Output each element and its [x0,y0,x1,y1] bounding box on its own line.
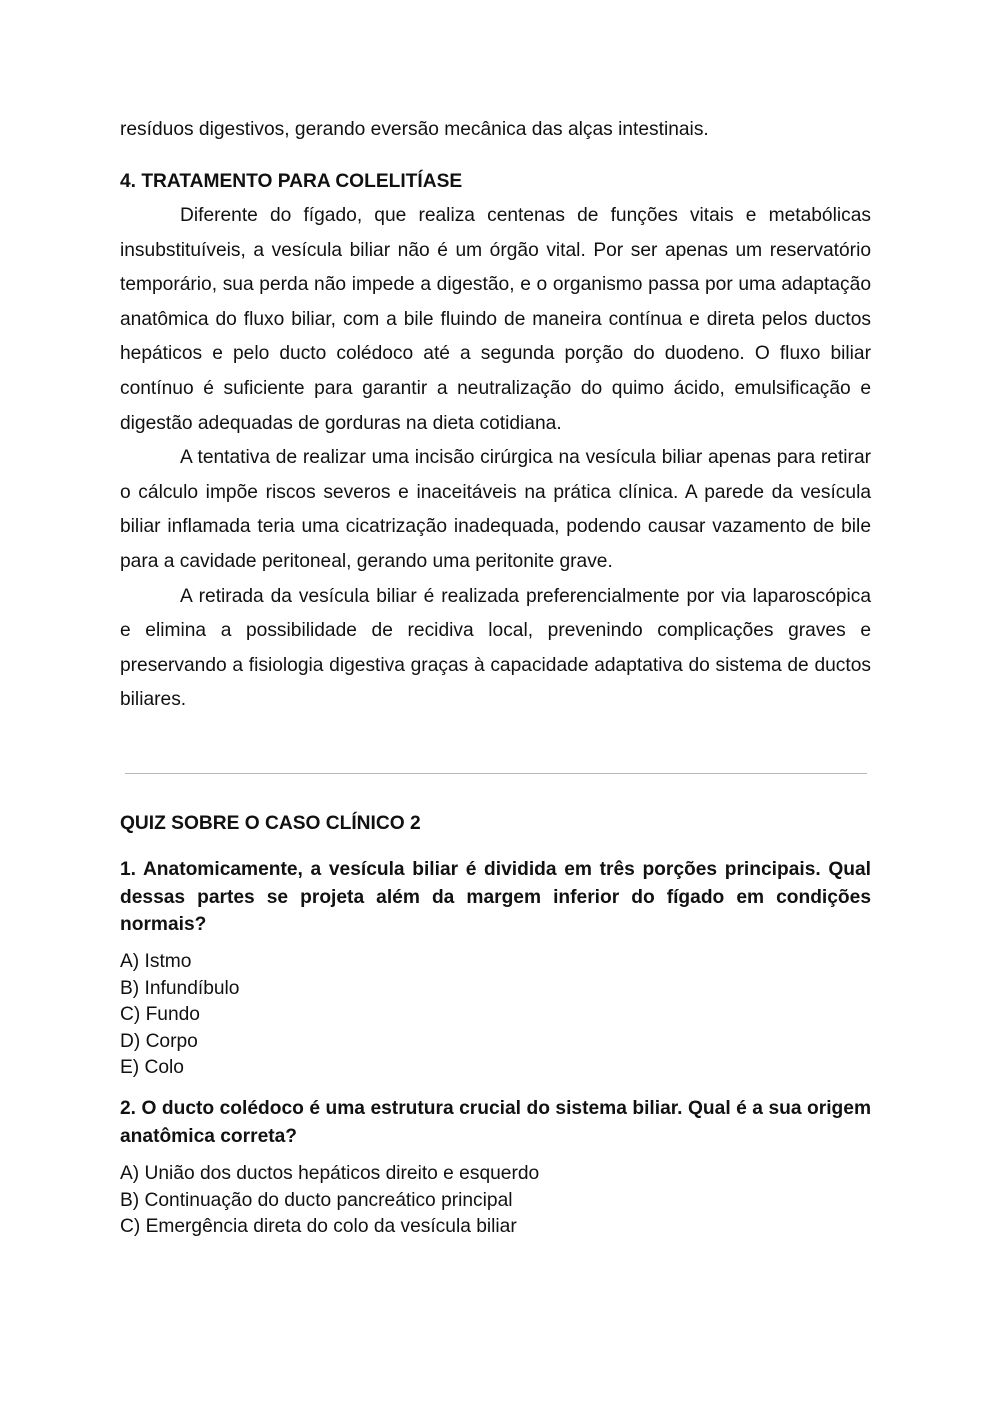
quiz-title: QUIZ SOBRE O CASO CLÍNICO 2 [120,813,421,834]
answer-options [120,1161,871,1241]
answer-option: B) Infundíbulo [120,977,240,999]
answer-option: E) Colo [120,1057,184,1079]
quiz-question: 1. Anatomicamente, a vesícula biliar é dividida em três porções principais. Qual dessas partes se projeta além da margem inferior do fígado em condições normais? [120,859,871,935]
answer-option: B) Continuação do ducto pancreático principal [120,1189,513,1211]
answer-option: D) Corpo [120,1030,198,1052]
paragraph: A tentativa de realizar uma incisão cirúrgica na vesícula biliar apenas para retirar o cálculo impõe riscos severos e inaceitáveis na prática clínica. A parede da vesícula biliar inflamada teria uma cicatrização inadequada, podendo causar vazamento de bile para a cavidade peritoneal, gerando uma peritonite grave. [120,447,871,572]
horizontal-divider [125,773,867,774]
quiz-question: 2. O ducto colédoco é uma estrutura crucial do sistema biliar. Qual é a sua origem anatômica correta? [120,1098,871,1147]
section-heading: 4. TRATAMENTO PARA COLELITÍASE [120,171,463,192]
paragraph: Diferente do fígado, que realiza centenas de funções vitais e metabólicas insubstituíveis, a vesícula biliar não é um órgão vital. Por ser apenas um reservatório temporário, sua perda não impede a digestão, e o organismo passa por uma adaptação anatômica do fluxo biliar, com a bile fluindo de maneira contínua e direta pelos ductos hepáticos e pelo ducto colédoco até a segunda porção do duodeno. O fluxo biliar contínuo é suficiente para garantir a neutralização do quimo ácido, emulsificação e digestão adequadas de gorduras na dieta cotidiana. [120,205,871,434]
continuation-line: resíduos digestivos, gerando eversão mecânica das alças intestinais. [120,119,709,140]
answer-option: C) Fundo [120,1004,200,1026]
answer-option: C) Emergência direta do colo da vesícula biliar [120,1216,517,1238]
answer-option: A) União dos ductos hepáticos direito e esquerdo [120,1163,540,1184]
answer-options [120,949,871,1082]
answer-option: A) Istmo [120,951,192,972]
section-body [120,199,871,718]
paragraph: A retirada da vesícula biliar é realizada preferencialmente por via laparoscópica e elimina a possibilidade de recidiva local, prevenindo complicações graves e preservando a fisiologia digestiva graças à capacidade adaptativa do sistema de ductos biliares. [120,585,871,711]
